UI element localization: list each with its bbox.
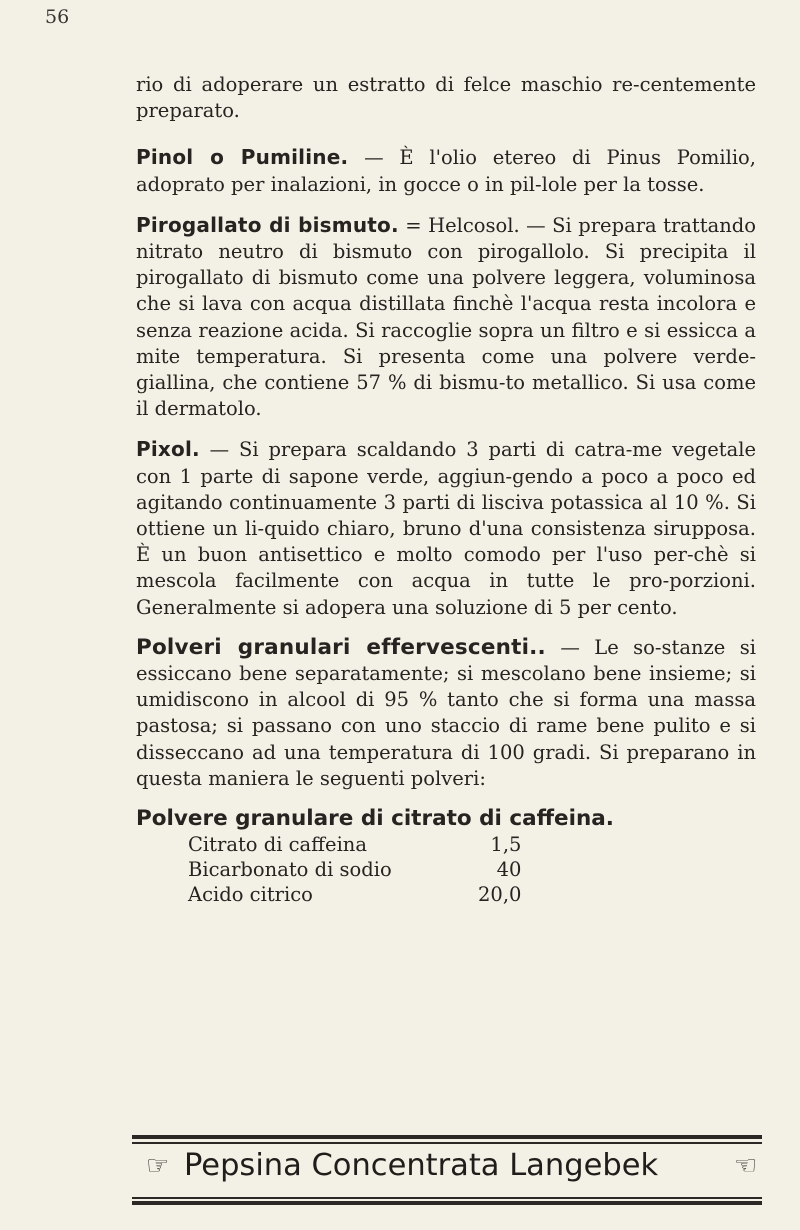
formula-row: [188, 832, 521, 857]
ingredient-qty: 1,5: [490, 833, 522, 857]
entry-title: Pinol o Pumiline.: [136, 145, 349, 170]
paragraph-continuation: [136, 72, 756, 124]
page-number: 56: [45, 6, 70, 28]
text-column: [136, 72, 756, 907]
advertisement-text: Pepsina Concentrata Langebek: [184, 1148, 659, 1183]
entry-text: — Le so-stanze si essiccano bene separatamente; si mescolano bene insieme; si umidiscono in alcool di 95 % tanto che si forma una massa pastosa; si passano con uno staccio di rame bene pulito e si disseccano ad una temperatura di 100 gradi. Si preparano in questa maniera le seguenti polveri:: [136, 635, 756, 790]
banner-rule: [132, 1142, 762, 1144]
entry-title: Pirogallato di bismuto.: [136, 212, 399, 237]
advertisement-banner: [132, 1135, 762, 1209]
banner-rule: [132, 1201, 762, 1205]
ingredient-name: Bicarbonato di sodio: [188, 858, 392, 882]
banner-rule: [132, 1197, 762, 1199]
ingredient-qty: 20,0: [478, 883, 522, 907]
entry-pixol: [136, 436, 756, 620]
entry-title: Pixol.: [136, 437, 200, 462]
formula-row: [188, 857, 521, 882]
formula-table: [188, 832, 521, 907]
entry-text: — Si prepara scaldando 3 parti di catra-me vegetale con 1 parte di sapone verde, aggiun-gendo a poco a poco ed agitando continuamente 3 parti di lisciva potassica al 10 %. Si ottiene un li-quido chiaro, bruno d'una consistenza sirupposa. È un buon antisettico e molto comodo per l'uso per-chè si mescola facilmente con acqua in tutte le pro-porzioni. Generalmente si adopera una soluzione di 5 per cento.: [136, 438, 756, 619]
entry-text: = Helcosol. — Si prepara trattando nitrato neutro di bismuto con pirogallolo. Si precipita il pirogallato di bismuto come una polvere leggera, voluminosa che si lava con acqua distillata finchè l'acqua resta incolora e senza reazione acida. Si raccoglie sopra un filtro e si essicca a mite temperatura. Si presenta come una polvere verde-giallina, che contiene 57 % di bismu-to metallico. Si usa come il dermatolo.: [136, 213, 756, 421]
pointing-hand-right-icon: ☜: [734, 1151, 758, 1181]
ingredient-name: Citrato di caffeina: [188, 833, 367, 857]
entry-pinol: [136, 144, 756, 197]
formula-title: Polvere granulare di citrato di caffeina.: [136, 806, 614, 832]
banner-rule: [132, 1135, 762, 1139]
paragraph-text: rio di adoperare un estratto di felce maschio re-centemente preparato.: [136, 73, 756, 123]
ingredient-name: Acido citrico: [188, 883, 313, 907]
entry-title: Polveri granulari effervescenti..: [136, 634, 546, 660]
entry-text: — È l'olio etereo di Pinus Pomilio, adoprato per inalazioni, in gocce o in pil-lole per la tosse.: [136, 146, 756, 196]
pointing-hand-left-icon: ☞: [146, 1151, 170, 1181]
ingredient-qty: 40: [496, 858, 522, 882]
entry-pirogallato: [136, 212, 756, 423]
formula-row: [188, 882, 521, 907]
entry-polveri: [136, 635, 756, 792]
